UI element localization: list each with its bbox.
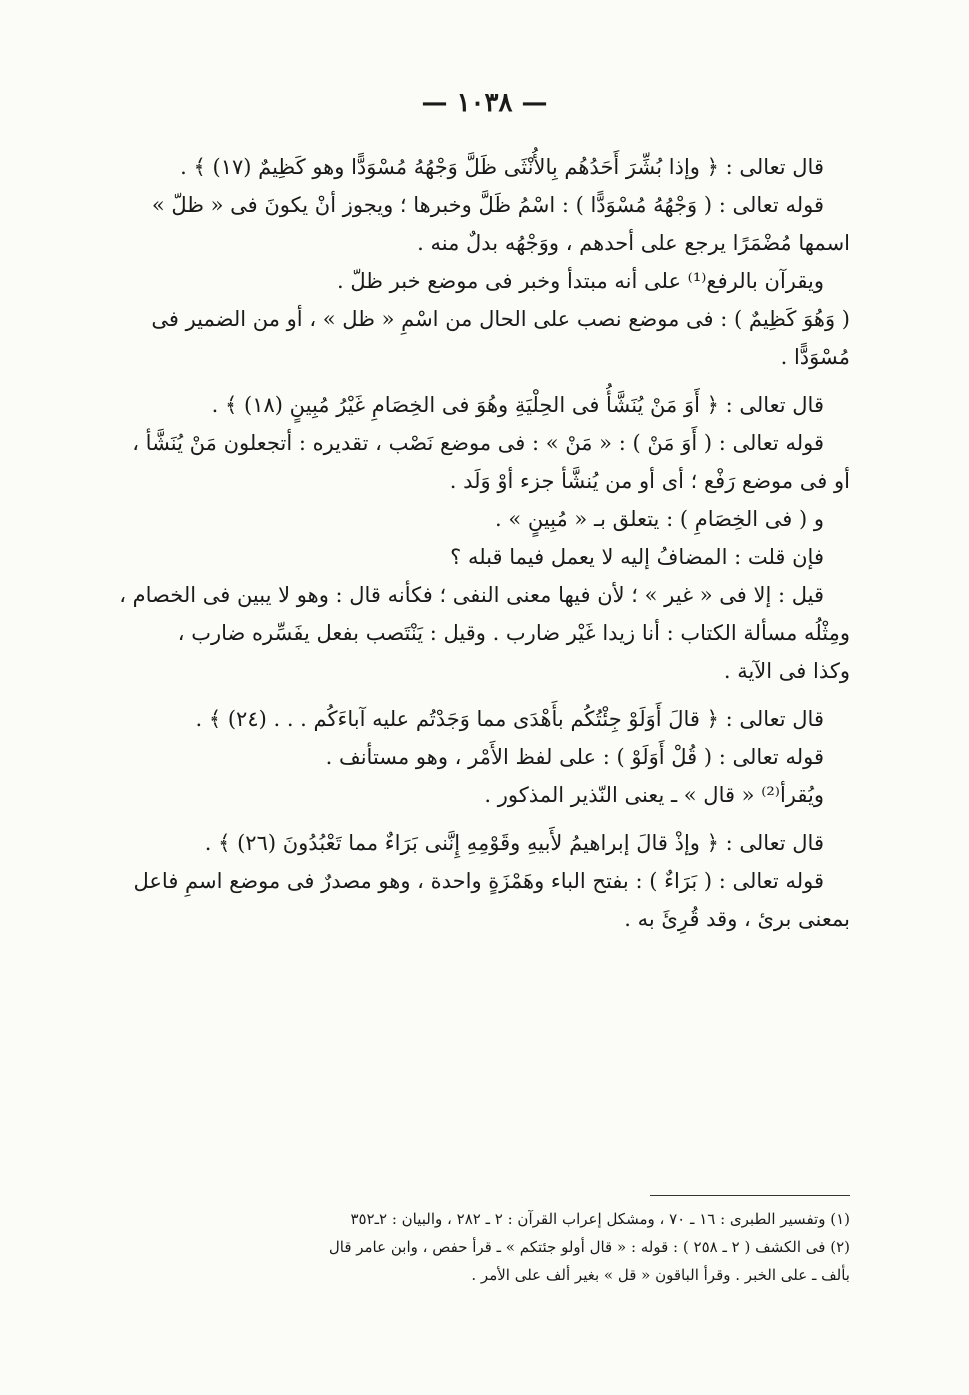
commentary-line: بمعنى برئ ، وقد قُرِئَ به .: [624, 907, 850, 931]
commentary-line: قوله تعالى : ( وَجْهُهُ مُسْوَدًّا ) : اسْمُ ظَلَّ وخبرها ؛ ويجوز أنْ يكونَ فى « ظلّ »: [151, 193, 824, 217]
verse-17: قال تعالى : ﴿ وإذا بُشِّرَ أَحَدُهُم بِالأُنْثَى ظَلَّ وَجْهُهُ مُسْوَدًّا وهو كَظِيمٌ (١٧) ﴾ .: [180, 155, 824, 179]
commentary-line: قوله تعالى : ( بَرَاءٌ ) : بفتح الباء وهَمْزَةٍ واحدة ، وهو مصدرٌ فى موضع اسمِ فاعل: [133, 869, 824, 893]
footnote-1: (١) وتفسير الطبرى : ١٦ ـ ٧٠ ، ومشكل إعراب القرآن : ٢ ـ ٢٨٢ ، والبيان : ٢ـ٣٥٢: [350, 1210, 850, 1228]
commentary-line: فإن قلت : المضافُ إليه لا يعمل فيما قبله ؟: [450, 545, 824, 569]
footnote-divider: [650, 1195, 850, 1196]
commentary-line: و ( فى الخِصَامِ ) : يتعلق بـ « مُبِينٍ » .: [494, 507, 824, 531]
body-text: [95, 148, 850, 938]
commentary-line: أو فى موضع رَفْع ؛ أى أو من يُنشَّأ جزء أوْ وَلَد .: [449, 469, 850, 493]
commentary-line: ومِثْلُه مسألة الكتاب : أنا زيدا غَيْر ضارب . وقيل : يَنْتَصب بفعل يفَسِّره ضارب ،: [177, 621, 850, 645]
footnote-2: (٢) فى الكشف ( ٢ ـ ٢٥٨ ) : قوله : « قال أولو جئتكم » ـ قرأ حفص ، وابن عامر قال: [328, 1238, 850, 1256]
commentary-line: ويُقرأ⁽²⁾ « قال » ـ يعنى النّذير المذكور .: [484, 783, 824, 807]
verse-18: قال تعالى : ﴿ أَوَ مَنْ يُنَشَّأُ فى الحِلْيَةِ وهُوَ فى الخِصَامِ غَيْرُ مُبِينٍ (١٨) ﴾ .: [211, 393, 824, 417]
commentary-line: ( وَهُوَ كَظِيمٌ ) : فى موضع نصب على الحال من اسْمِ « ظل » ، أو من الضمير فى: [151, 307, 850, 331]
commentary-line: اسمها مُضْمَرًا يرجع على أحدهم ، ووَجْهُه بدلٌ منه .: [417, 231, 850, 255]
commentary-line: قيل : إلا فى « غير » ؛ لأن فيها معنى النفى ؛ فكأنه قال : وهو لا يبين فى الخصام ،: [119, 583, 824, 607]
commentary-line: قوله تعالى : ( أَوَ مَنْ ) : « مَنْ » : فى موضع نَصْب ، تقديره : أتجعلون مَنْ يُنَشَّأ ،: [132, 431, 824, 455]
commentary-line: ويقرآن بالرفع⁽¹⁾ على أنه مبتدأ وخبر فى موضع خبر ظلّ .: [337, 269, 824, 293]
footnotes: [95, 1205, 850, 1289]
commentary-line: وكذا فى الآية .: [723, 659, 850, 683]
verse-24: قال تعالى : ﴿ قالَ أَوَلَوْ جِئْتُكُم بأَهْدَى مما وَجَدْتُم عليه آباءَكُم . . . (٢٤) ﴾ .: [195, 707, 824, 731]
commentary-line: مُسْوَدًّا .: [780, 345, 850, 369]
page-number: — ١٠٣٨ —: [421, 88, 548, 118]
verse-26: قال تعالى : ﴿ وإذْ قالَ إبراهيمُ لأَبيهِ وقَوْمِهِ إِنَّنى بَرَاءٌ مما تَعْبُدُونَ (٢٦) ﴾ .: [204, 831, 824, 855]
footnote-2-continued: بألف ـ على الخبر . وقرأ الباقون « قل » بغير ألف على الأمر .: [471, 1266, 850, 1284]
commentary-line: قوله تعالى : ( قُلْ أَوَلَوْ ) : على لفظ الأَمْر ، وهو مستأنف .: [325, 745, 824, 769]
